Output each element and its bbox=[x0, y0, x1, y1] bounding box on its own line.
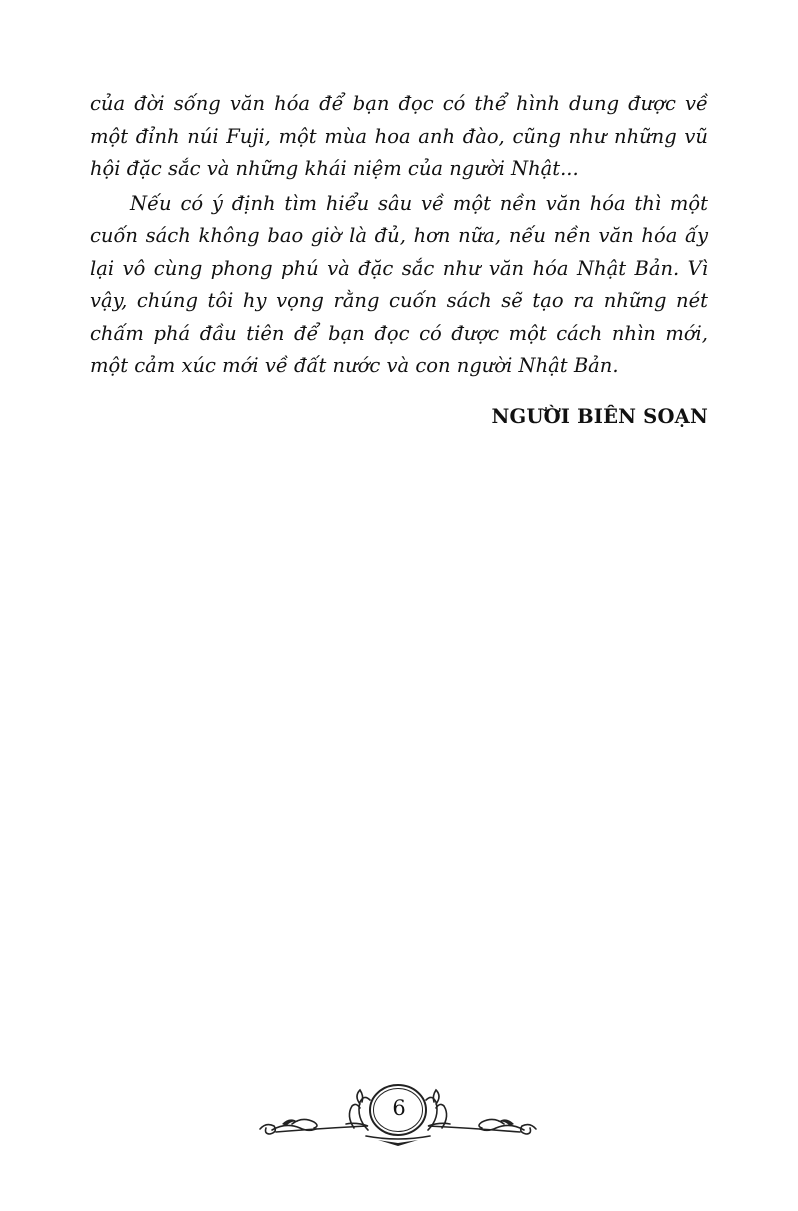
body-text bbox=[90, 88, 708, 385]
paragraph-main: Nếu có ý định tìm hiểu sâu về một nền văn hóa thì một cuốn sách không bao giờ là đủ, hơn nữa, nếu nền văn hóa ấy lại vô cùng phong phú và đặc sắc như văn hóa Nhật Bản. Vì vậy, chúng tôi hy vọng rằng cuốn sách sẽ tạo ra những nét chấm phá đầu tiên để bạn đọc có được một cách nhìn mới, một cảm xúc mới về đất nước và con người Nhật Bản. bbox=[90, 191, 708, 377]
paragraph-continuation: của đời sống văn hóa để bạn đọc có thể hình dung được về một đỉnh núi Fuji, một mùa hoa anh đào, cũng như những vũ hội đặc sắc và những khái niệm của người Nhật... bbox=[90, 92, 708, 180]
page-number: 6 bbox=[392, 1096, 406, 1120]
author-signature: NGƯỜI BIÊN SOẠN bbox=[491, 405, 708, 428]
